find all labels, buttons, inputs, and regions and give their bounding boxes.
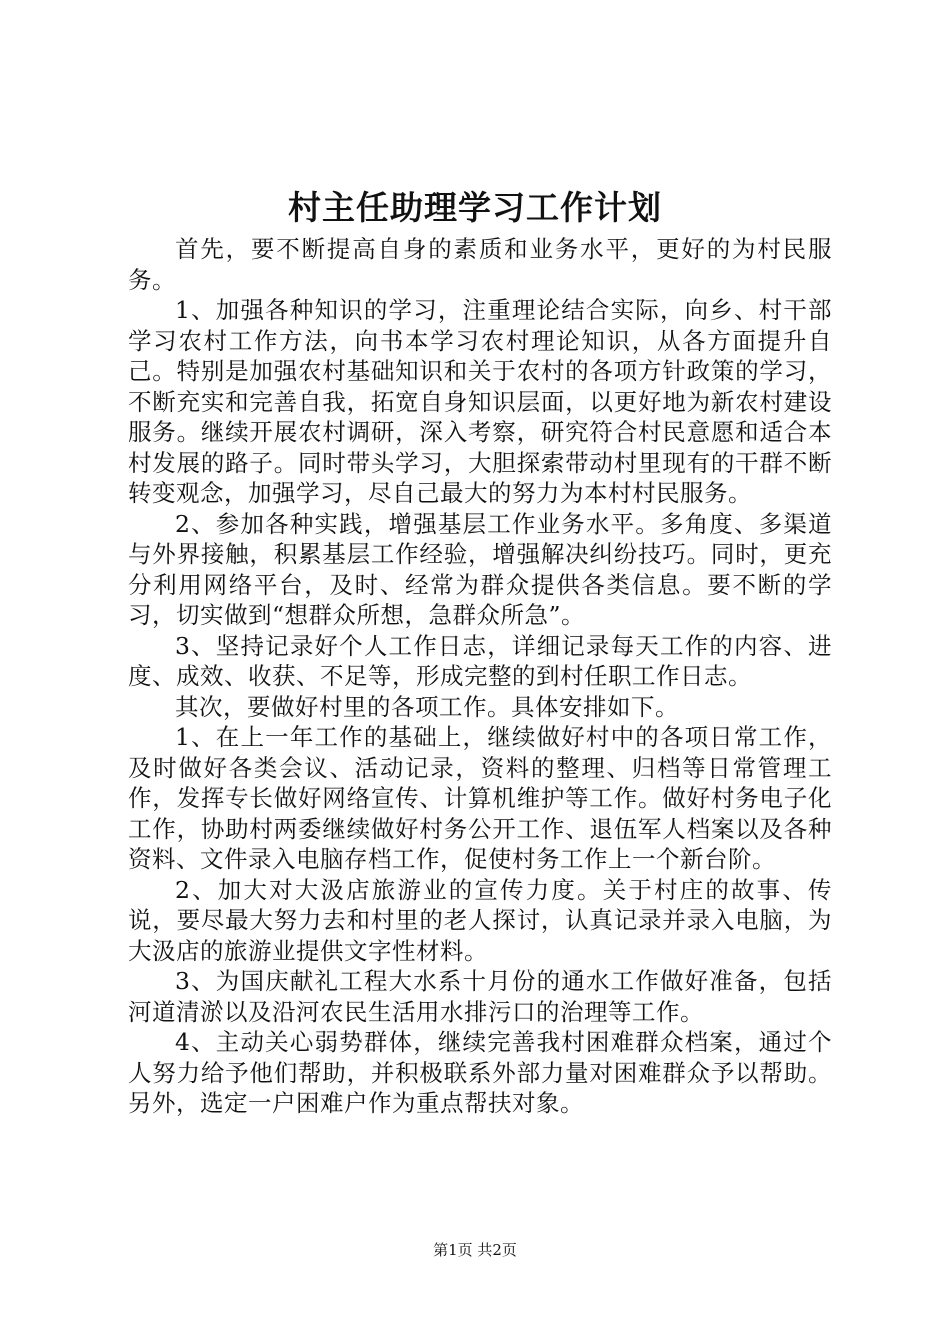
page-number: 第1页 共2页: [433, 1241, 517, 1259]
document-body: [128, 234, 832, 1119]
paragraph-journal: 3、坚持记录好个人工作日志，详细记录每天工作的内容、进度、成效、收获、不足等，形成完整的到村任职工作日志。: [128, 631, 832, 690]
paragraph-water-project: 3、为国庆献礼工程大水系十月份的通水工作做好准备，包括河道清淤以及沿河农民生活用水排污口的治理等工作。: [128, 967, 832, 1026]
document-title: 村主任助理学习工作计划: [288, 188, 662, 227]
paragraph-vulnerable-groups: 4、主动关心弱势群体，继续完善我村困难群众档案，通过个人努力给予他们帮助，并积极联系外部力量对困难群众予以帮助。另外，选定一户困难户作为重点帮扶对象。: [128, 1028, 832, 1117]
paragraph-intro: 首先，要不断提高自身的素质和业务水平，更好的为村民服务。: [128, 235, 832, 294]
paragraph-practice: 2、参加各种实践，增强基层工作业务水平。多角度、多渠道与外界接触，积累基层工作经验，增强解决纠纷技巧。同时，更充分利用网络平台，及时、经常为群众提供各类信息。要不断的学习，切实做到“想群众所想，急群众所急”。: [128, 509, 832, 629]
paragraph-second-intro: 其次，要做好村里的各项工作。具体安排如下。: [175, 692, 679, 721]
paragraph-daily-work: 1、在上一年工作的基础上，继续做好村中的各项日常工作，及时做好各类会议、活动记录，资料的整理、归档等日常管理工作，发挥专长做好网络宣传、计算机维护等工作。做好村务电子化工作，协助村两委继续做好村务公开工作、退伍军人档案以及各种资料、文件录入电脑存档工作，促使村务工作上一个新台阶。: [128, 723, 832, 873]
paragraph-tourism: 2、加大对大汲店旅游业的宣传力度。关于村庄的故事、传说，要尽最大努力去和村里的老人探讨，认真记录并录入电脑，为大汲店的旅游业提供文字性材料。: [128, 875, 832, 965]
paragraph-study: 1、加强各种知识的学习，注重理论结合实际，向乡、村干部学习农村工作方法，向书本学习农村理论知识，从各方面提升自己。特别是加强农村基础知识和关于农村的各项方针政策的学习，不断充实和完善自我，拓宽自身知识层面，以更好地为新农村建设服务。继续开展农村调研，深入考察，研究符合村民意愿和适合本村发展的路子。同时带头学习，大胆探索带动村里现有的干群不断转变观念，加强学习，尽自己最大的努力为本村村民服务。: [128, 296, 832, 507]
